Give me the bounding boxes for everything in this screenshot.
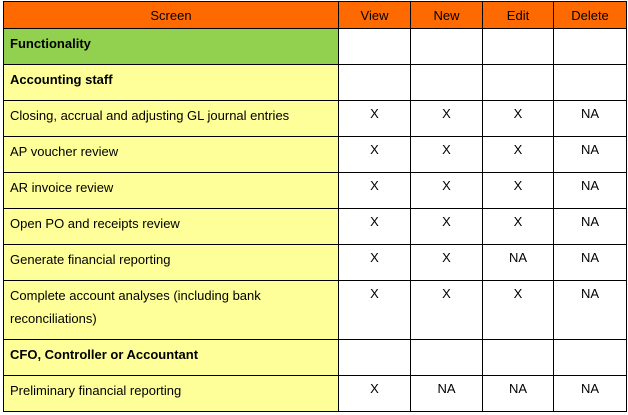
cell-delete: NA: [554, 281, 627, 340]
cell-view: X: [339, 376, 411, 412]
row-label: Closing, accrual and adjusting GL journal entries: [4, 101, 339, 137]
cell-view: X: [339, 245, 411, 281]
cell-new: X: [411, 173, 483, 209]
cell-view: X: [339, 209, 411, 245]
row-label: Open PO and receipts review: [4, 209, 339, 245]
cell-view: X: [339, 101, 411, 137]
permissions-table: [3, 1, 627, 412]
row-label: Generate financial reporting: [4, 245, 339, 281]
table-row: [4, 29, 627, 65]
header-delete: Delete: [554, 2, 627, 29]
cell-delete: [554, 29, 627, 65]
cell-view: X: [339, 137, 411, 173]
cell-edit: X: [483, 209, 554, 245]
row-label: Preliminary financial reporting: [4, 376, 339, 412]
cell-new: [411, 340, 483, 376]
cell-delete: [554, 65, 627, 101]
cell-edit: [483, 29, 554, 65]
header-view: View: [339, 2, 411, 29]
cell-view: [339, 340, 411, 376]
cell-delete: NA: [554, 209, 627, 245]
cell-edit: X: [483, 281, 554, 340]
table-row: [4, 101, 627, 137]
table-row: [4, 245, 627, 281]
cell-edit: NA: [483, 245, 554, 281]
cell-new: X: [411, 137, 483, 173]
row-label: Complete account analyses (including bank reconciliations): [4, 281, 339, 340]
cell-delete: NA: [554, 137, 627, 173]
cell-delete: NA: [554, 173, 627, 209]
table-row: [4, 376, 627, 412]
row-label: Functionality: [4, 29, 339, 65]
cell-view: [339, 29, 411, 65]
row-label: AR invoice review: [4, 173, 339, 209]
row-label: AP voucher review: [4, 137, 339, 173]
cell-edit: NA: [483, 376, 554, 412]
cell-edit: X: [483, 173, 554, 209]
table-row: [4, 65, 627, 101]
cell-edit: [483, 340, 554, 376]
cell-new: NA: [411, 376, 483, 412]
cell-new: [411, 29, 483, 65]
table-row: [4, 340, 627, 376]
header-screen: Screen: [4, 2, 339, 29]
cell-delete: [554, 340, 627, 376]
cell-view: X: [339, 281, 411, 340]
cell-delete: NA: [554, 245, 627, 281]
table-row: [4, 173, 627, 209]
cell-new: X: [411, 281, 483, 340]
table-row: [4, 137, 627, 173]
cell-delete: NA: [554, 376, 627, 412]
cell-edit: X: [483, 137, 554, 173]
header-edit: Edit: [483, 2, 554, 29]
cell-new: X: [411, 209, 483, 245]
row-label: CFO, Controller or Accountant: [4, 340, 339, 376]
cell-new: X: [411, 101, 483, 137]
header-row: [4, 2, 627, 29]
table-row: [4, 281, 627, 340]
cell-view: [339, 65, 411, 101]
table-row: [4, 209, 627, 245]
cell-edit: [483, 65, 554, 101]
cell-new: X: [411, 245, 483, 281]
cell-delete: NA: [554, 101, 627, 137]
cell-new: [411, 65, 483, 101]
header-new: New: [411, 2, 483, 29]
row-label: Accounting staff: [4, 65, 339, 101]
cell-edit: X: [483, 101, 554, 137]
cell-view: X: [339, 173, 411, 209]
